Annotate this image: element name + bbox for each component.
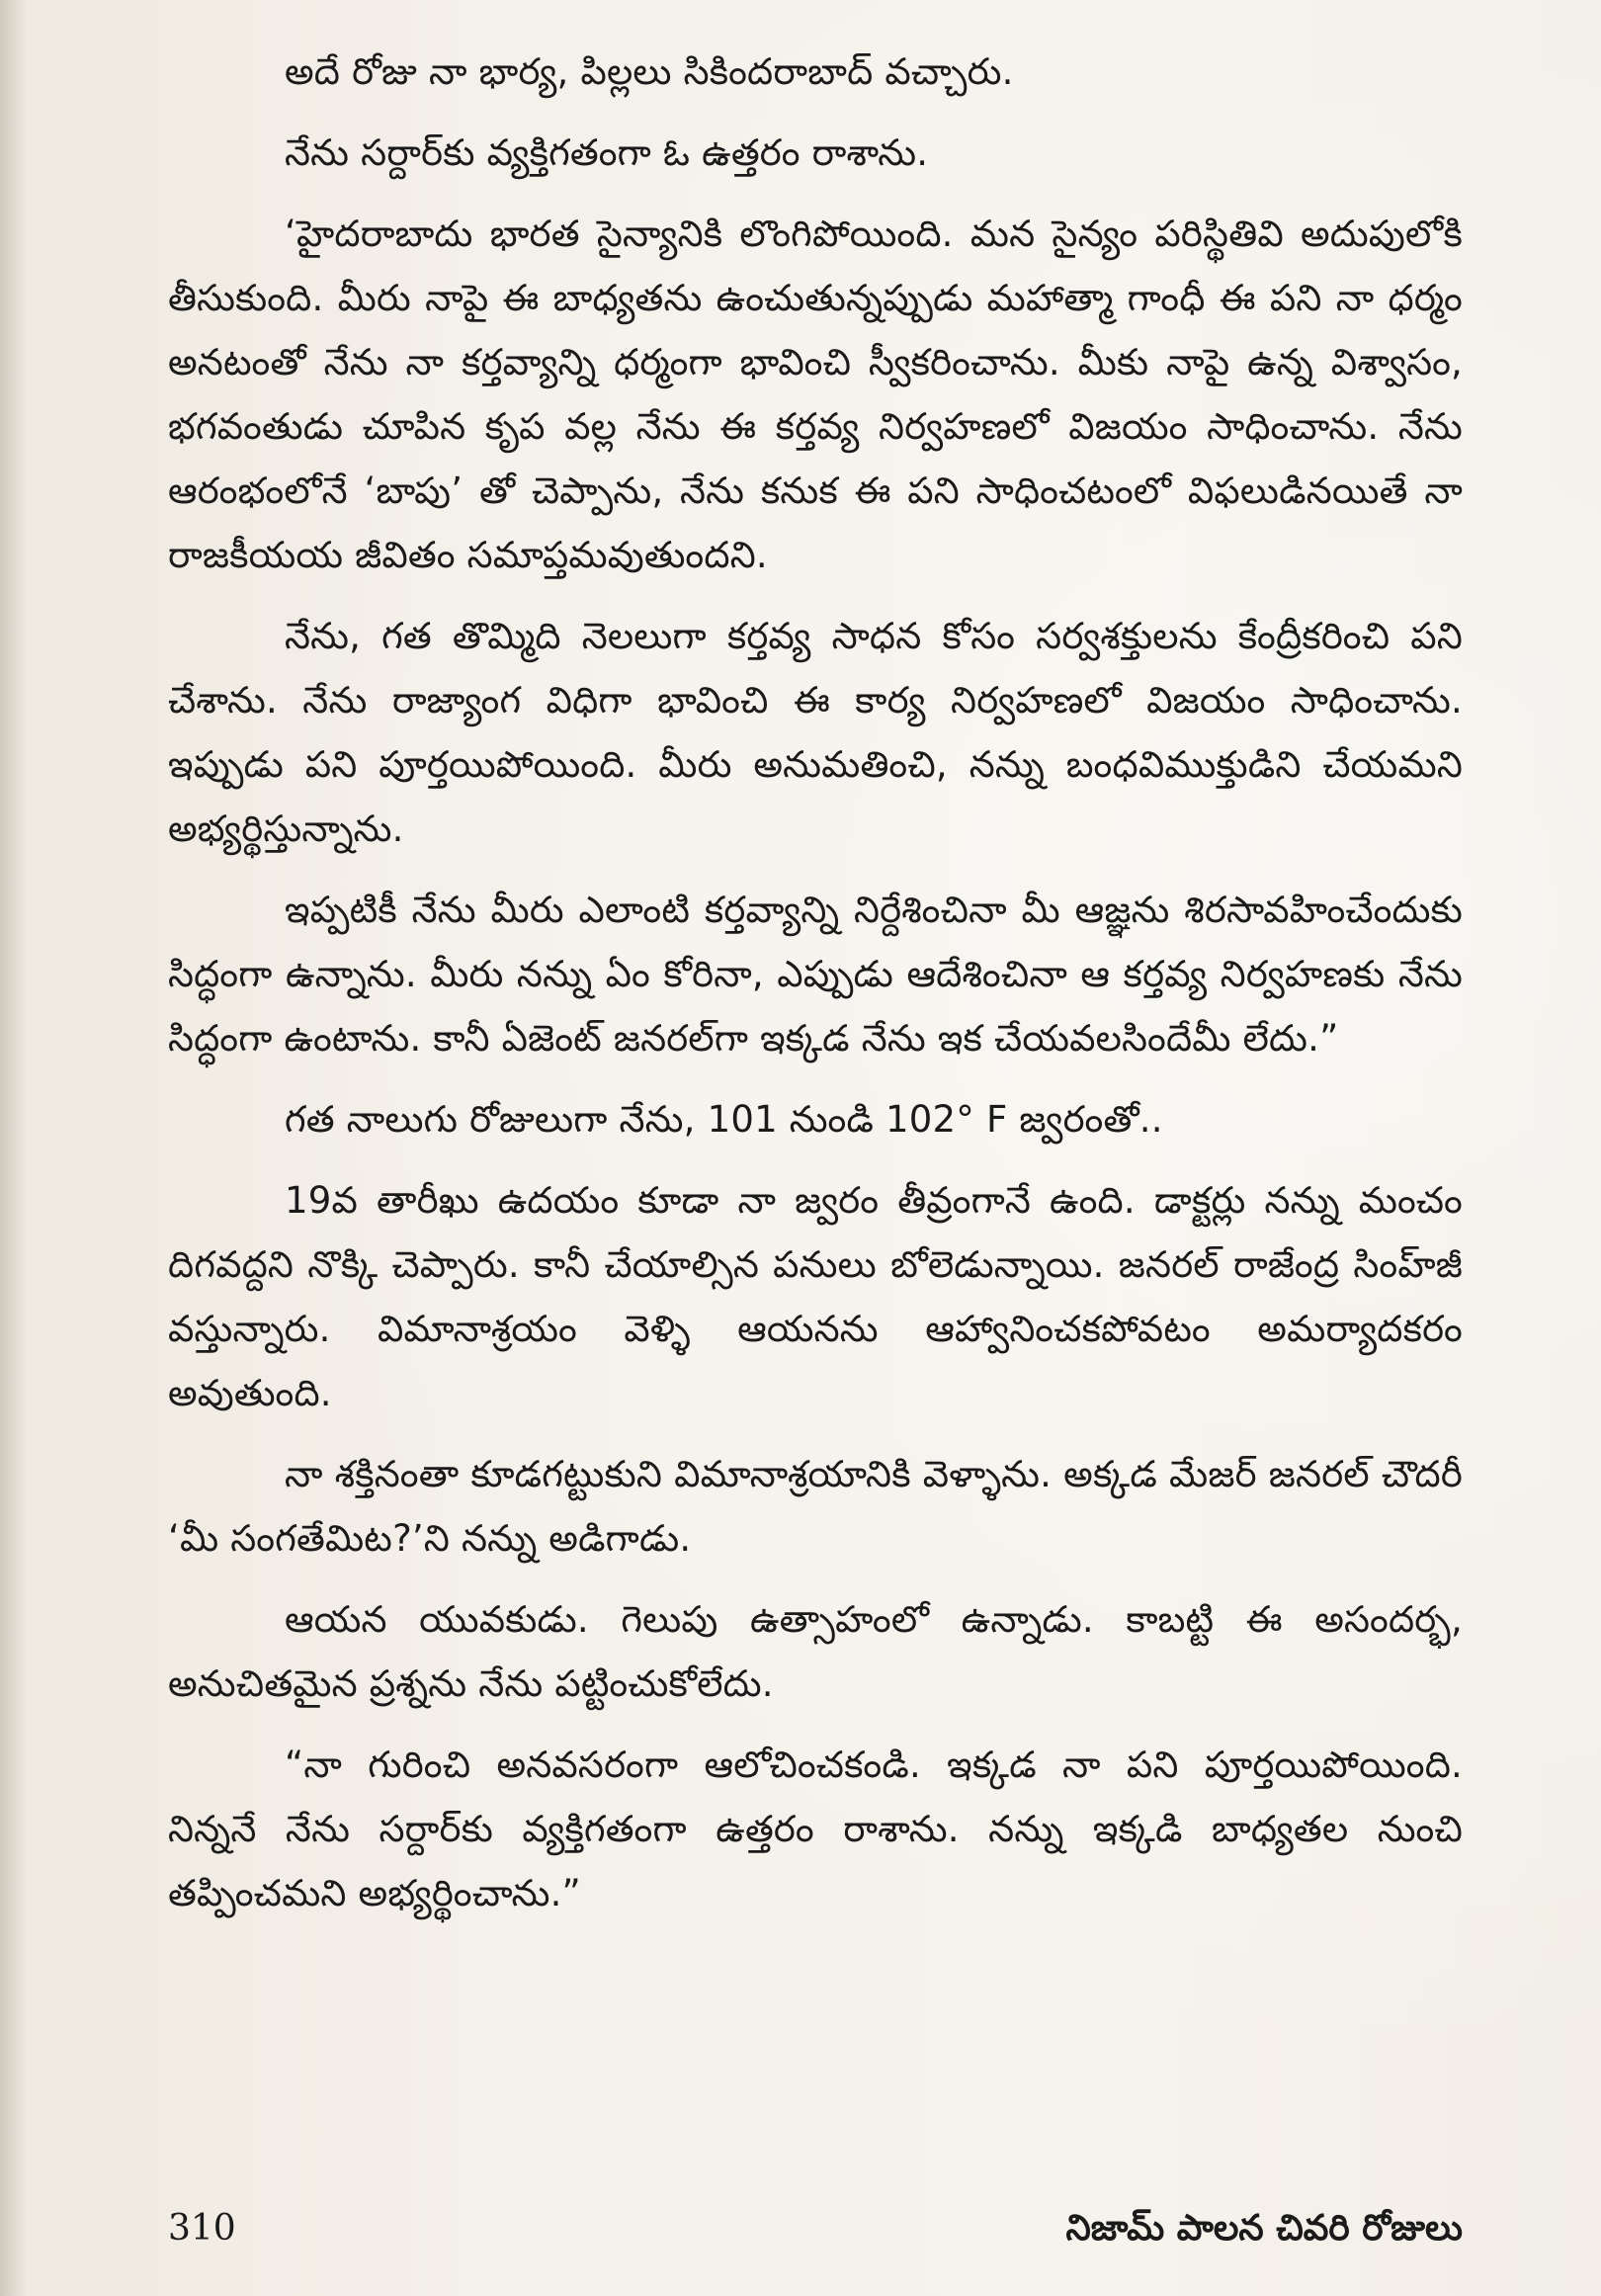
page-edge-shadow [0,0,28,2296]
page-footer [168,2204,1463,2263]
running-title: నిజామ్ పాలన చివరి రోజులు [1065,2208,1463,2249]
paragraph-1: అదే రోజు నా భార్య, పిల్లలు సికిందరాబాద్ వచ్చారు. [285,50,1014,93]
paragraph-2: నేను సర్దార్‌కు వ్యక్తిగతంగా ఓ ఉత్తరం రాశాను. [285,131,929,174]
paragraph-10: “నా గురించి అనవసరంగా ఆలోచించకండి. ఇక్కడ నా పని పూర్తయిపోయింది. నిన్ననే నేను సర్దార్‌కు వ్యక్తిగతంగా ఉత్తరం రాశాను. నన్ను ఇక్కడి బాధ్యతల నుంచి తప్పించమని అభ్యర్థించాను.” [168,1743,1463,1914]
paragraph-4: నేను, గత తొమ్మిది నెలలుగా కర్తవ్య సాధన కోసం సర్వశక్తులను కేంద్రీకరించి పని చేశాను. నేను రాజ్యాంగ విధిగా భావించి ఈ కార్య నిర్వహణలో విజయం సాధించాను. ఇప్పుడు పని పూర్తయిపోయింది. మీరు అనుమతించి, నన్ను బంధవిముక్తుడిని చేయమని అభ్యర్థిస్తున్నాను. [168,615,1463,850]
page-number: 310 [168,2208,236,2249]
paragraph-9: ఆయన యువకుడు. గెలుపు ఉత్సాహంలో ఉన్నాడు. కాబట్టి ఈ అసందర్భ, అనుచితమైన ప్రశ్నను నేను పట్టించుకోలేదు. [168,1598,1463,1705]
paragraph-7: 19వ తారీఖు ఉదయం కూడా నా జ్వరం తీవ్రంగానే ఉంది. డాక్టర్లు నన్ను మంచం దిగవద్దని నొక్కి చెప్పారు. కానీ చేయాల్సిన పనులు బోలెడున్నాయి. జనరల్ రాజేంద్ర సింహ్‌జీ వస్తున్నారు. విమానాశ్రయం వెళ్ళి ఆయనను ఆహ్వానించకపోవటం అమర్యాదకరం అవుతుంది. [168,1179,1463,1414]
paragraph-5: ఇప్పటికీ నేను మీరు ఎలాంటి కర్తవ్యాన్ని నిర్దేశించినా మీ ఆజ్ఞను శిరసావహించేందుకు సిద్ధంగా ఉన్నాను. మీరు నన్ను ఏం కోరినా, ఎప్పుడు ఆదేశించినా ఆ కర్తవ్య నిర్వహణకు నేను సిద్ధంగా ఉంటాను. కానీ ఏజెంట్ జనరల్‌గా ఇక్కడ నేను ఇక చేయవలసిందేమీ లేదు.” [168,889,1463,1060]
paragraph-6: గత నాలుగు రోజులుగా నేను, 101 నుండి 102° F జ్వరంతో.. [285,1098,1163,1141]
paragraph-8: నా శక్తినంతా కూడగట్టుకుని విమానాశ్రయానికి వెళ్ళాను. అక్కడ మేజర్ జనరల్ చౌదరీ ‘మీ సంగతేమిట?’ని నన్ను అడిగాడు. [168,1453,1463,1560]
page-body [168,40,1463,2155]
paragraph-3: ‘హైదరాబాదు భారత సైన్యానికి లొంగిపోయింది. మన సైన్యం పరిస్థితివి అదుపులోకి తీసుకుంది. మీరు నాపై ఈ బాధ్యతను ఉంచుతున్నప్పుడు మహాత్మా గాంధీ ఈ పని నా ధర్మం అనటంతో నేను నా కర్తవ్యాన్ని ధర్మంగా భావించి స్వీకరించాను. మీకు నాపై ఉన్న విశ్వాసం, భగవంతుడు చూపిన కృప వల్ల నేను ఈ కర్తవ్య నిర్వహణలో విజయం సాధించాను. నేను ఆరంభంలోనే ‘బాపు’ తో చెప్పాను, నేను కనుక ఈ పని సాధించటంలో విఫలుడినయితే నా రాజకీయయ జీవితం సమాప్తమవుతుందని. [168,213,1463,576]
